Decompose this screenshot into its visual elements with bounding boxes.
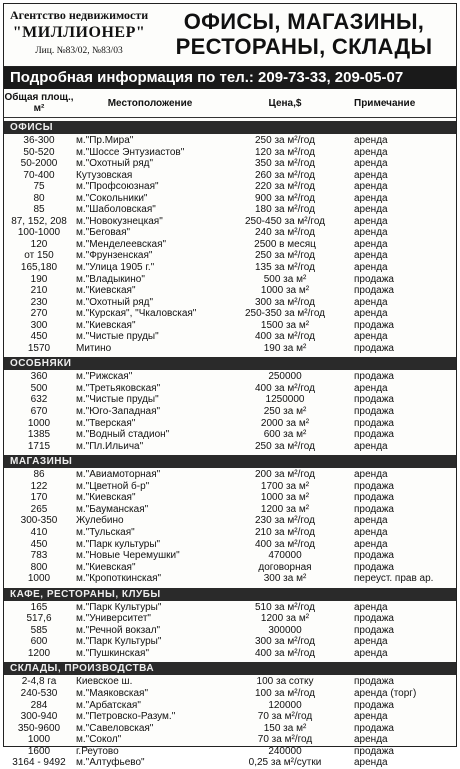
location-cell: м."Киевская" — [76, 319, 136, 331]
area-cell: 240-530 — [20, 687, 58, 699]
price-cell: 250-350 за м²/год — [245, 308, 325, 320]
section-rows — [4, 468, 456, 584]
price-cell: 70 за м²/год — [257, 711, 313, 723]
listing-row — [4, 469, 456, 481]
location-cell: м."Парк Культуры" — [76, 601, 162, 613]
listing-row — [4, 481, 456, 493]
note-cell: аренда — [354, 757, 388, 769]
section-title: МАГАЗИНЫ — [4, 455, 456, 468]
listing-row — [4, 515, 456, 527]
location-cell: м."Бауманская" — [76, 503, 149, 515]
listing-row — [4, 394, 456, 406]
area-cell: 70-400 — [23, 169, 55, 181]
area-cell: 2-4,8 га — [21, 676, 57, 688]
listing-row — [4, 734, 456, 746]
note-cell: аренда — [354, 262, 388, 274]
listing-row — [4, 539, 456, 551]
listing-row — [4, 441, 456, 453]
note-cell: аренда — [354, 238, 388, 250]
section-rows — [4, 370, 456, 452]
location-cell: м."Пр.Мира" — [76, 135, 134, 146]
listing-row — [4, 648, 456, 660]
area-cell: 1385 — [27, 429, 51, 441]
price-cell: 220 за м²/год — [255, 181, 315, 193]
location-cell: м."Тверская" — [76, 417, 136, 429]
area-cell: 1000 — [27, 417, 51, 429]
price-cell: 250-450 за м²/год — [245, 215, 325, 227]
price-cell: 260 за м²/год — [255, 169, 315, 181]
area-cell: 600 — [30, 636, 48, 648]
price-cell: 400 за м²/год — [255, 382, 315, 394]
location-cell: м."Алтуфьево" — [76, 757, 145, 769]
price-cell: 2000 за м² — [260, 417, 310, 429]
location-cell: м."Охотный ряд" — [76, 158, 154, 170]
agency-block — [4, 4, 152, 66]
price-cell: 300 за м²/год — [255, 636, 315, 648]
location-cell: м."Владыкино" — [76, 273, 145, 285]
note-cell: аренда — [354, 169, 388, 181]
note-cell: продажа — [354, 417, 394, 429]
area-cell: 100-1000 — [17, 227, 61, 239]
header — [4, 4, 456, 67]
note-cell: аренда — [354, 215, 388, 227]
phone-bar: Подробная информация по тел.: 209-73-33, 209-05-07 — [4, 67, 456, 89]
location-cell: м."Фрунзенская" — [76, 250, 153, 262]
area-cell: 75 — [33, 181, 45, 193]
listing-row — [4, 550, 456, 562]
note-cell: продажа — [354, 745, 394, 757]
listing-row — [4, 297, 456, 309]
listing-row — [4, 418, 456, 430]
listing-row — [4, 371, 456, 383]
listing-row — [4, 308, 456, 320]
column-area: Общая площ., м² — [4, 92, 74, 114]
note-cell: аренда — [354, 158, 388, 170]
location-cell: м."Маяковская" — [76, 687, 148, 699]
price-cell: 250 за м²/год — [255, 250, 315, 262]
note-cell: аренда — [354, 181, 388, 193]
area-cell: 1715 — [27, 440, 51, 452]
note-cell: продажа — [354, 371, 394, 383]
location-cell: м."Арбатская" — [76, 699, 141, 711]
area-cell: 300-350 — [20, 515, 58, 527]
section-title: ОФИСЫ — [4, 121, 456, 134]
note-cell: продажа — [354, 676, 394, 688]
note-cell: продажа — [354, 319, 394, 331]
listing-row — [4, 711, 456, 723]
price-cell: 210 за м²/год — [255, 526, 315, 538]
area-cell: 230 — [30, 296, 48, 308]
price-cell: 250 за м² — [263, 406, 307, 418]
note-cell: аренда — [354, 647, 388, 659]
section-rows — [4, 601, 456, 660]
price-cell: 1250000 — [265, 394, 305, 406]
price-cell: 300 за м² — [263, 573, 307, 585]
listing-row — [4, 429, 456, 441]
note-cell: аренда — [354, 711, 388, 723]
price-cell: 300000 — [268, 624, 302, 636]
price-cell: 2500 в месяц — [254, 238, 316, 250]
area-cell: 120 — [30, 238, 48, 250]
note-cell: продажа — [354, 503, 394, 515]
agency-license: Лиц. №83/02, №83/03 — [35, 46, 123, 56]
listing-sections — [4, 121, 456, 769]
area-cell: 36-300 — [23, 135, 55, 146]
location-cell: м."Водный стадион" — [76, 429, 170, 441]
area-cell: от 150 — [24, 250, 54, 262]
location-cell: м."Улица 1905 г." — [76, 262, 155, 274]
section-title: ОСОБНЯКИ — [4, 357, 456, 370]
note-cell: аренда — [354, 204, 388, 216]
price-cell: 230 за м²/год — [255, 515, 315, 527]
note-cell: аренда — [354, 308, 388, 320]
note-cell: продажа — [354, 613, 394, 625]
location-cell: м."Университет" — [76, 613, 151, 625]
location-cell: м."Цветной б-р" — [76, 480, 150, 492]
listing-row — [4, 135, 456, 147]
listing-row — [4, 504, 456, 516]
price-cell: 1000 за м² — [260, 285, 310, 297]
area-cell: 783 — [30, 550, 48, 562]
location-cell: м."Кропоткинская" — [76, 573, 162, 585]
listing-row — [4, 723, 456, 735]
listing-row — [4, 170, 456, 182]
listing-row — [4, 527, 456, 539]
note-cell: аренда (торг) — [354, 687, 417, 699]
location-cell: м."Савеловская" — [76, 722, 154, 734]
price-cell: 1000 за м² — [260, 492, 310, 504]
note-cell: продажа — [354, 273, 394, 285]
location-cell: Кутузовская — [76, 169, 133, 181]
price-cell: 900 за м²/год — [255, 192, 315, 204]
area-cell: 3164 - 9492 — [12, 757, 66, 769]
listing-row — [4, 262, 456, 274]
listing-row — [4, 700, 456, 712]
note-cell: аренда — [354, 135, 388, 146]
listing-row — [4, 216, 456, 228]
price-cell: 0,25 за м²/сутки — [248, 757, 322, 769]
note-cell: аренда — [354, 296, 388, 308]
note-cell: аренда — [354, 331, 388, 343]
listing-row — [4, 331, 456, 343]
note-cell: аренда — [354, 515, 388, 527]
note-cell: аренда — [354, 382, 388, 394]
listing-row — [4, 613, 456, 625]
price-cell: 180 за м²/год — [255, 204, 315, 216]
note-cell: продажа — [354, 550, 394, 562]
area-cell: 87, 152, 208 — [11, 215, 67, 227]
note-cell: аренда — [354, 601, 388, 613]
area-cell: 190 — [30, 273, 48, 285]
listing-row — [4, 227, 456, 239]
price-cell: 470000 — [268, 550, 302, 562]
price-cell: 240 за м²/год — [255, 227, 315, 239]
location-cell: м."Юго-Западная" — [76, 406, 161, 418]
section-rows — [4, 134, 456, 354]
listing-row — [4, 688, 456, 700]
area-cell: 50-2000 — [20, 158, 58, 170]
note-cell: аренда — [354, 469, 388, 481]
listing-row — [4, 204, 456, 216]
area-cell: 632 — [30, 394, 48, 406]
listing-row — [4, 158, 456, 170]
column-location: Местоположение — [107, 97, 193, 109]
price-cell: 70 за м²/год — [257, 734, 313, 746]
location-cell: м."Курская", "Чкаловская" — [76, 308, 197, 320]
area-cell: 670 — [30, 406, 48, 418]
location-cell: Жулебино — [76, 515, 124, 527]
area-cell: 50-520 — [23, 146, 55, 158]
location-cell: м."Киевская" — [76, 492, 136, 504]
headline-line2: РЕСТОРАНЫ, СКЛАДЫ — [175, 34, 433, 59]
note-cell: продажа — [354, 480, 394, 492]
location-cell: м."Парк культуры" — [76, 538, 161, 550]
price-cell: 200 за м²/год — [255, 469, 315, 481]
column-note: Примечание — [354, 97, 416, 109]
agency-name: "МИЛЛИОНЕР" — [12, 24, 146, 41]
location-cell: м."Киевская" — [76, 561, 136, 573]
price-cell: 350 за м²/год — [255, 158, 315, 170]
listing-row — [4, 193, 456, 205]
area-cell: 86 — [33, 469, 45, 481]
price-cell: 500 за м² — [263, 273, 307, 285]
location-cell: м."Рижская" — [76, 371, 133, 383]
listing-row — [4, 181, 456, 193]
location-cell: г.Реутово — [76, 745, 119, 757]
section-rows — [4, 675, 456, 768]
location-cell: Киевское ш. — [76, 676, 133, 688]
note-cell: продажа — [354, 406, 394, 418]
note-cell: переуст. прав ар. — [354, 573, 434, 585]
area-cell: 1000 — [27, 573, 51, 585]
note-cell: продажа — [354, 394, 394, 406]
listing-row — [4, 676, 456, 688]
area-cell: 122 — [30, 480, 48, 492]
area-cell: 300-940 — [20, 711, 58, 723]
area-cell: 500 — [30, 382, 48, 394]
note-cell: продажа — [354, 285, 394, 297]
location-cell: м."Пушкинская" — [76, 647, 150, 659]
area-cell: 284 — [30, 699, 48, 711]
location-cell: м."Новые Черемушки" — [76, 550, 180, 562]
price-cell: 600 за м² — [263, 429, 307, 441]
listing-row — [4, 636, 456, 648]
location-cell: м."Третьяковская" — [76, 382, 161, 394]
note-cell: аренда — [354, 526, 388, 538]
listing-row — [4, 250, 456, 262]
note-cell: аренда — [354, 227, 388, 239]
price-cell: 1200 за м² — [260, 503, 310, 515]
price-cell: 510 за м²/год — [255, 601, 315, 613]
note-cell: аренда — [354, 538, 388, 550]
area-cell: 300 — [30, 319, 48, 331]
location-cell: м."Новокузнецкая" — [76, 215, 163, 227]
listing-row — [4, 274, 456, 286]
note-cell: продажа — [354, 492, 394, 504]
price-cell: 150 за м² — [263, 722, 307, 734]
area-cell: 410 — [30, 526, 48, 538]
area-cell: 517,6 — [26, 613, 52, 625]
area-cell: 800 — [30, 561, 48, 573]
price-cell: 120 за м²/год — [255, 146, 315, 158]
price-cell: 240000 — [268, 745, 302, 757]
price-cell: 1500 за м² — [260, 319, 310, 331]
listing-row — [4, 383, 456, 395]
listing-row — [4, 562, 456, 574]
headline-line1: ОФИСЫ, МАГАЗИНЫ, — [183, 9, 425, 34]
area-cell: 165 — [30, 601, 48, 613]
location-cell: м."Чистые пруды" — [76, 331, 159, 343]
note-cell: продажа — [354, 561, 394, 573]
section-title: СКЛАДЫ, ПРОИЗВОДСТВА — [4, 662, 456, 675]
listing-row — [4, 625, 456, 637]
location-cell: м."Чистые пруды" — [76, 394, 159, 406]
area-cell: 270 — [30, 308, 48, 320]
location-cell: м."Тульская" — [76, 526, 135, 538]
location-cell: м."Сокольники" — [76, 192, 148, 204]
location-cell: м."Беговая" — [76, 227, 131, 239]
area-cell: 350-9600 — [17, 722, 61, 734]
listing-row — [4, 406, 456, 418]
location-cell: м."Киевская" — [76, 285, 136, 297]
area-cell: 450 — [30, 331, 48, 343]
price-cell: 250 за м²/год — [255, 135, 315, 146]
price-cell: 100 за м²/год — [255, 687, 315, 699]
area-cell: 1600 — [27, 745, 51, 757]
area-cell: 210 — [30, 285, 48, 297]
listing-row — [4, 343, 456, 355]
listing-row — [4, 746, 456, 758]
listing-page — [3, 3, 457, 769]
listing-row — [4, 492, 456, 504]
listing-row — [4, 285, 456, 297]
area-cell: 265 — [30, 503, 48, 515]
area-cell: 170 — [30, 492, 48, 504]
column-price: Цена,$ — [268, 97, 302, 109]
price-cell: 190 за м² — [263, 342, 307, 354]
location-cell: м."Речной вокзал" — [76, 624, 161, 636]
note-cell: продажа — [354, 699, 394, 711]
area-cell: 360 — [30, 371, 48, 383]
area-cell: 585 — [30, 624, 48, 636]
area-cell: 450 — [30, 538, 48, 550]
note-cell: аренда — [354, 250, 388, 262]
location-cell: м."Петровско-Разум." — [76, 711, 176, 723]
price-cell: 1700 за м² — [260, 480, 310, 492]
listing-row — [4, 757, 456, 769]
note-cell: аренда — [354, 146, 388, 158]
agency-type: Агентство недвижимости — [10, 8, 149, 22]
area-cell: 1200 — [27, 647, 51, 659]
price-cell: 100 за сотку — [256, 676, 314, 688]
headline — [152, 4, 456, 66]
price-cell: 250000 — [268, 371, 302, 383]
listing-row — [4, 573, 456, 585]
note-cell: аренда — [354, 734, 388, 746]
price-cell: 400 за м²/год — [255, 647, 315, 659]
location-cell: Митино — [76, 342, 112, 354]
listing-row — [4, 602, 456, 614]
location-cell: м."Профсоюзная" — [76, 181, 159, 193]
location-cell: м."Шоссе Энтузиастов" — [76, 146, 185, 158]
price-cell: 300 за м²/год — [255, 296, 315, 308]
note-cell: аренда — [354, 636, 388, 648]
location-cell: м."Менделеевская" — [76, 238, 167, 250]
area-cell: 1570 — [27, 342, 51, 354]
listing-row — [4, 147, 456, 159]
area-cell: 80 — [33, 192, 45, 204]
location-cell: м."Шаболовская" — [76, 204, 156, 216]
location-cell: м."Авиамоторная" — [76, 469, 161, 481]
price-cell: 120000 — [268, 699, 302, 711]
price-cell: 400 за м²/год — [255, 538, 315, 550]
listing-row — [4, 239, 456, 251]
column-header — [4, 89, 456, 118]
area-cell: 165,180 — [20, 262, 58, 274]
location-cell: м."Пл.Ильича" — [76, 440, 144, 452]
area-cell: 85 — [33, 204, 45, 216]
note-cell: продажа — [354, 342, 394, 354]
price-cell: 400 за м²/год — [255, 331, 315, 343]
location-cell: м."Парк Культуры" — [76, 636, 162, 648]
note-cell: аренда — [354, 440, 388, 452]
price-cell: 1200 за м² — [260, 613, 310, 625]
note-cell: аренда — [354, 192, 388, 204]
note-cell: продажа — [354, 429, 394, 441]
location-cell: м."Охотный ряд" — [76, 296, 154, 308]
price-cell: 250 за м²/год — [255, 440, 315, 452]
section-title: КАФЕ, РЕСТОРАНЫ, КЛУБЫ — [4, 588, 456, 601]
note-cell: продажа — [354, 722, 394, 734]
listing-row — [4, 320, 456, 332]
area-cell: 1000 — [27, 734, 51, 746]
price-cell: 135 за м²/год — [255, 262, 315, 274]
location-cell: м."Сокол" — [76, 734, 122, 746]
price-cell: договорная — [258, 561, 312, 573]
note-cell: продажа — [354, 624, 394, 636]
